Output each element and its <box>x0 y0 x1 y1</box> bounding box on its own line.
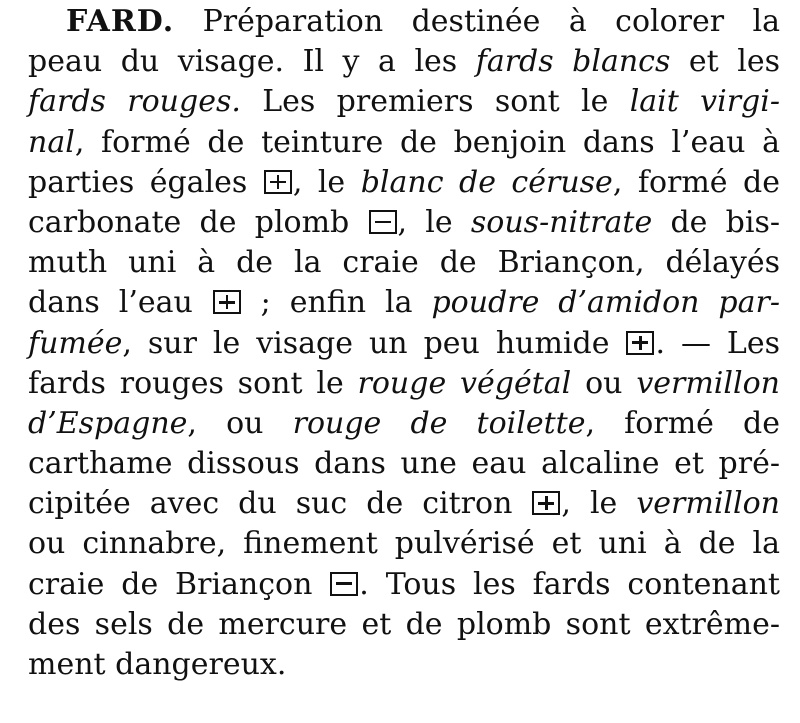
text-run: , formé de <box>585 405 780 441</box>
text-line <box>28 524 780 564</box>
text-line <box>28 364 780 404</box>
italic-term: vermillon <box>636 365 780 401</box>
text-run: . Tous les fards contenant <box>359 566 780 602</box>
text-run: ; enfin la <box>241 285 432 321</box>
text-line <box>28 283 780 323</box>
text-line <box>28 203 780 243</box>
text-run: craie de Briançon <box>28 566 330 602</box>
italic-term: d’Espagne <box>28 405 188 441</box>
text-run: de bis- <box>652 204 780 240</box>
boxed-minus-icon <box>330 572 358 596</box>
text-line <box>28 123 780 163</box>
dictionary-entry-fard <box>28 2 780 685</box>
italic-term: fards rouges. <box>28 84 241 120</box>
text-run: , formé de teinture de benjoin dans l’eau à <box>74 124 780 160</box>
italic-term: blanc de céruse <box>360 164 613 200</box>
text-line <box>28 324 780 364</box>
headword: FARD. <box>66 4 175 39</box>
text-run: et les <box>670 44 780 80</box>
text-line <box>28 484 780 524</box>
text-run: , sur le visage un peu humide <box>122 325 626 361</box>
italic-term: sous-nitrate <box>470 204 653 240</box>
text-run: muth uni à de la craie de Briançon, délayés <box>28 245 780 281</box>
text-run: carthame dissous dans une eau alcaline et pré- <box>28 446 780 482</box>
text-run: ou cinnabre, finement pulvérisé et uni à de la <box>28 526 780 562</box>
text-run: , le <box>397 204 471 240</box>
text-run: ou <box>571 365 637 401</box>
text-run: . — Les <box>655 325 780 361</box>
text-line <box>28 565 780 605</box>
italic-term: rouge végétal <box>357 365 572 401</box>
text-line <box>28 645 780 685</box>
text-run: parties égales <box>28 164 263 200</box>
text-line <box>28 42 780 82</box>
text-run: Préparation destinée à colorer la <box>202 4 780 39</box>
text-run: , le <box>292 164 361 200</box>
boxed-plus-icon <box>532 491 560 515</box>
text-line <box>28 2 780 42</box>
boxed-minus-icon <box>369 210 397 234</box>
italic-term: poudre d’amidon par- <box>431 285 780 321</box>
text-run: cipitée avec du suc de citron <box>28 486 532 522</box>
italic-term: nal <box>28 124 75 160</box>
boxed-plus-icon <box>213 290 241 314</box>
text-line <box>28 163 780 203</box>
text-run: , le <box>561 486 637 522</box>
text-run: Les premiers sont le <box>240 84 630 120</box>
italic-term: lait virgi- <box>629 84 780 120</box>
text-run: fards rouges sont le <box>28 365 358 401</box>
text-line <box>28 444 780 484</box>
text-line <box>28 404 780 444</box>
boxed-plus-icon <box>626 331 654 355</box>
text-line <box>28 243 780 283</box>
text-run: carbonate de plomb <box>28 204 368 240</box>
italic-term: fards blancs <box>475 44 671 80</box>
italic-term: vermillon <box>636 486 780 522</box>
text-run: des sels de mercure et de plomb sont extrême- <box>28 606 780 642</box>
text-run: dans l’eau <box>28 285 212 321</box>
italic-term: fumée <box>28 325 123 361</box>
text-line <box>28 605 780 645</box>
text-run: peau du visage. Il y a les <box>28 44 476 80</box>
italic-term: rouge de toilette <box>292 405 586 441</box>
boxed-plus-icon <box>264 170 292 194</box>
text-run: ment dangereux. <box>28 647 287 682</box>
text-line <box>28 82 780 122</box>
text-run: , formé de <box>612 164 780 200</box>
text-run: , ou <box>187 405 293 441</box>
